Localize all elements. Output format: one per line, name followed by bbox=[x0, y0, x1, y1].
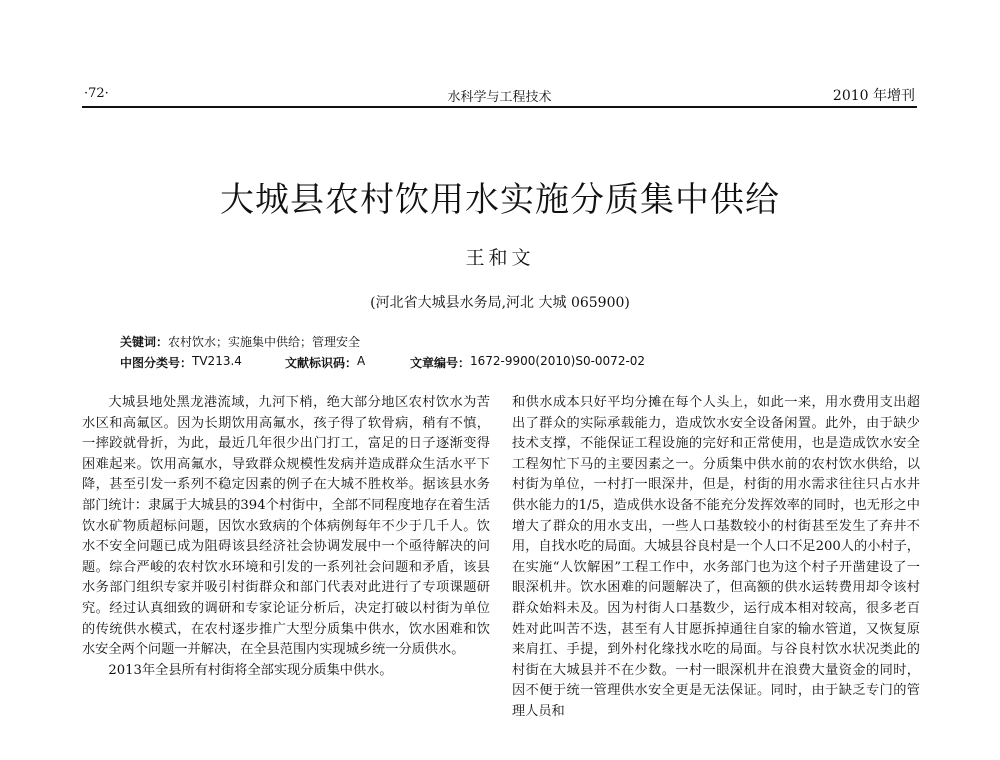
clc-value: TV213.4 bbox=[192, 354, 242, 368]
issue-label: 2010 年增刊 bbox=[832, 88, 915, 104]
keywords-line bbox=[120, 333, 360, 350]
journal-name: 水科学与工程技术 bbox=[447, 90, 552, 105]
article-number-value: 1672-9900(2010)S0-0072-02 bbox=[470, 354, 646, 368]
doc-code-label: 文献标识码： bbox=[285, 356, 358, 370]
running-header bbox=[82, 84, 917, 108]
author-affiliation: (河北省大城县水务局,河北 大城 065900) bbox=[370, 295, 630, 311]
clc-label: 中图分类号： bbox=[120, 356, 193, 370]
article-number-label: 文章编号： bbox=[410, 356, 471, 370]
body-column-right bbox=[512, 393, 920, 753]
doc-code-value: A bbox=[357, 354, 366, 368]
paragraph: 和供水成本只好平均分摊在每个人头上，如此一来，用水费用支出超出了群众的实际承载能力，造成饮水安全设备闲置。此外，由于缺少技术支撑，不能保证工程设施的完好和正常使用，也是造成饮水安全工程匆忙下马的主要因素之一。分质集中供水前的农村饮水供给，以村街为单位，一村打一眼深井，但是，村街的用水需求往往只占水井供水能力的1/5，造成供水设备不能充分发挥效率的同时，也无形之中增大了群众的用水支出，一些人口基数较小的村街甚至发生了弃井不用，自找水吃的局面。大城县谷良村是一个人口不足200人的小村子，在实施“人饮解困”工程工作中，水务部门也为这个村子开凿建设了一眼深机井。饮水困难的问题解决了，但高额的供水运转费用却令该村群众始料未及。因为村街人口基数少，运行成本相对较高，很多老百姓对此叫苦不迭，甚至有人甘愿拆掉通往自家的输水管道，又恢复原来肩扛、手提，到外村化缘找水吃的局面。与谷良村饮水状况类此的村街在大城县并不在少数。一村一眼深机井在浪费大量资金的同时，因不便于统一管理供水安全更是无法保证。同时，由于缺乏专门的管理人员和 bbox=[512, 395, 920, 719]
keywords-label: 关键词： bbox=[120, 335, 169, 349]
paragraph: 大城县地处黑龙港流域，九河下梢，绝大部分地区农村饮水为苦水区和高氟区。因为长期饮用高氟水，孩子得了软骨病，稍有不慎，一摔跤就骨折，为此，最近几年很少出门打工，富足的日子逐渐变得困难起来。饮用高氟水，导致群众规模性发病并造成群众生活水平下降，甚至引发一系列不稳定因素的例子在大城不胜枚举。据该县水务部门统计：隶属于大城县的394个村街中，全部不同程度地存在着生活饮水矿物质超标问题，因饮水致病的个体病例每年不少于几千人。饮水不安全问题已成为阻碍该县经济社会协调发展中一个亟待解决的问题。综合严峻的农村饮水环境和引发的一系列社会问题和矛盾，该县水务部门组织专家并吸引村街群众和部门代表对此进行了专项课题研究。经过认真细致的调研和专家论证分析后，决定打破以村街为单位的传统供水模式，在农村逐步推广大型分质集中供水，饮水困难和饮水安全两个问题一并解决，在全县范围内实现城乡统一分质供水。 bbox=[82, 395, 490, 658]
author-name: 王和文 bbox=[465, 247, 535, 269]
body-column-left bbox=[82, 393, 490, 753]
article-title: 大城县农村饮用水实施分质集中供给 bbox=[220, 180, 780, 220]
keywords-value: 农村饮水；实施集中供给；管理安全 bbox=[168, 335, 361, 349]
paragraph: 2013年全县所有村街将全部实现分质集中供水。 bbox=[108, 662, 393, 678]
page-number: ·72· bbox=[84, 86, 109, 101]
